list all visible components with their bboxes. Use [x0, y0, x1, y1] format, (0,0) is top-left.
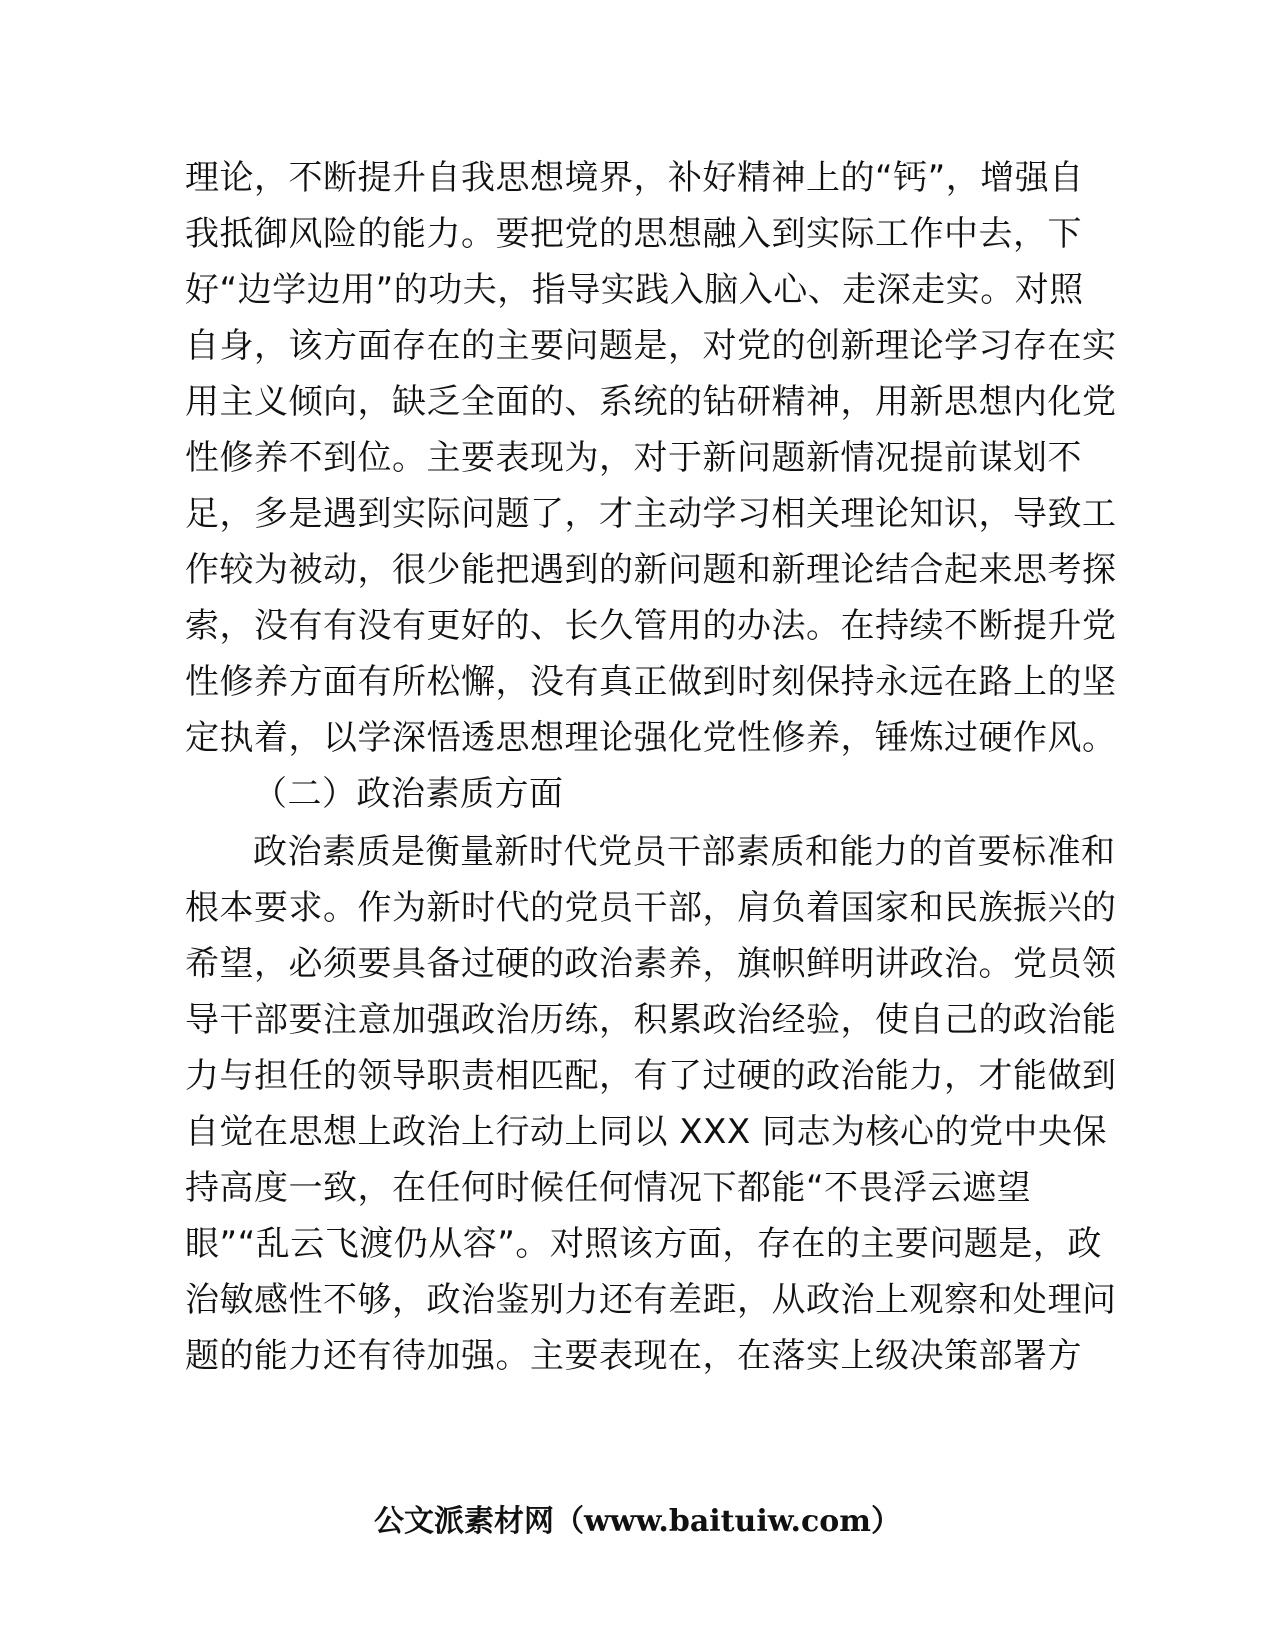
paragraph-line: 好“边学边用”的功夫，指导实践入脑入心、走深走实。对照: [185, 270, 1084, 310]
paragraph-line: 索，没有有没有更好的、长久管用的办法。在持续不断提升党: [185, 606, 1117, 646]
paragraph-line: 足，多是遇到实际问题了，才主动学习相关理论知识，导致工: [185, 494, 1117, 534]
paragraph-line: 治敏感性不够，政治鉴别力还有差距，从政治上观察和处理问: [185, 1280, 1117, 1320]
section-heading: （二）政治素质方面: [253, 774, 564, 814]
paragraph-line: 理论，不断提升自我思想境界，补好精神上的“钙”，增强自: [185, 158, 1084, 198]
paragraph-line: 根本要求。作为新时代的党员干部，肩负着国家和民族振兴的: [185, 888, 1117, 928]
paragraph-line: 性修养不到位。主要表现为，对于新问题新情况提前谋划不: [185, 438, 1082, 478]
paragraph-line: 持高度一致，在任何时候任何情况下都能“不畏浮云遮望: [185, 1168, 1032, 1208]
paragraph-line: 希望，必须要具备过硬的政治素养，旗帜鲜明讲政治。党员领: [185, 944, 1117, 984]
footer-watermark: 公文派素材网（www.baituiw.com）: [373, 1504, 902, 1539]
paragraph-line: 自觉在思想上政治上行动上同以 XXX 同志为核心的党中央保: [185, 1112, 1107, 1152]
paragraph-line: 力与担任的领导职责相匹配，有了过硬的政治能力，才能做到: [185, 1056, 1117, 1096]
paragraph-line: 题的能力还有待加强。主要表现在，在落实上级决策部署方: [185, 1336, 1082, 1376]
paragraph-line: 我抵御风险的能力。要把党的思想融入到实际工作中去，下: [185, 214, 1082, 254]
paragraph-line: 作较为被动，很少能把遇到的新问题和新理论结合起来思考探: [185, 550, 1117, 590]
paragraph-line: 导干部要注意加强政治历练，积累政治经验，使自己的政治能: [185, 1000, 1117, 1040]
paragraph-line: 用主义倾向，缺乏全面的、系统的钻研精神，用新思想内化党: [185, 382, 1117, 422]
paragraph-line: 眼”“乱云飞渡仍从容”。对照该方面，存在的主要问题是，政: [185, 1224, 1102, 1264]
paragraph-line: 政治素质是衡量新时代党员干部素质和能力的首要标准和: [253, 832, 1116, 872]
paragraph-line: 自身，该方面存在的主要问题是，对党的创新理论学习存在实: [185, 326, 1117, 366]
paragraph-line: 定执着，以学深悟透思想理论强化党性修养，锤炼过硬作风。: [185, 718, 1117, 758]
paragraph-line: 性修养方面有所松懈，没有真正做到时刻保持永远在路上的坚: [185, 662, 1117, 702]
